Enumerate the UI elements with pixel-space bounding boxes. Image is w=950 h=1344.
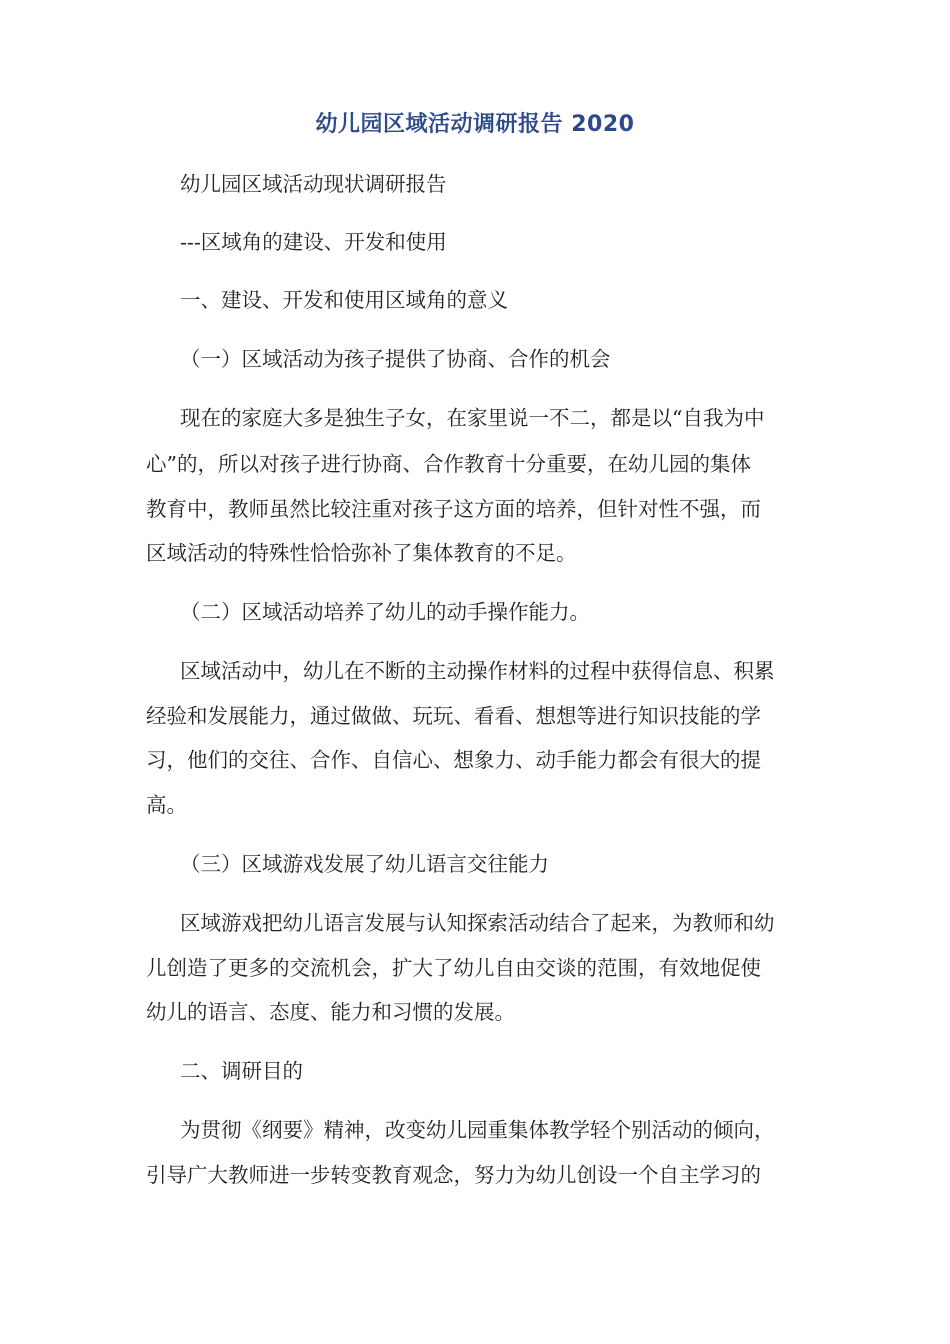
paragraph-line: 现在的家庭大多是独生子女，在家里说一不二，都是以“自我为中 [180, 406, 765, 430]
paragraph-line: 幼儿的语言、态度、能力和习惯的发展。 [146, 1000, 515, 1024]
paragraph-line: 区域活动中，幼儿在不断的主动操作材料的过程中获得信息、积累 [180, 659, 775, 683]
section-heading: 二、调研目的 [180, 1059, 303, 1083]
subsection-heading: （二）区域活动培养了幼儿的动手操作能力。 [180, 600, 590, 624]
subtitle-line: 幼儿园区域活动现状调研报告 [180, 172, 447, 196]
section-heading: 一、建设、开发和使用区域角的意义 [180, 288, 508, 312]
paragraph-line: 儿创造了更多的交流机会，扩大了幼儿自由交谈的范围，有效地促使 [146, 956, 761, 980]
subtitle-line: ---区域角的建设、开发和使用 [180, 230, 447, 254]
subsection-heading: （一）区域活动为孩子提供了协商、合作的机会 [180, 347, 611, 371]
paragraph-line: 为贯彻《纲要》精神，改变幼儿园重集体教学轻个别活动的倾向， [180, 1118, 775, 1142]
paragraph-line: 习，他们的交往、合作、自信心、想象力、动手能力都会有很大的提 [146, 748, 761, 772]
subsection-heading: （三）区域游戏发展了幼儿语言交往能力 [180, 852, 549, 876]
paragraph-line: 高。 [146, 793, 187, 817]
paragraph-line: 引导广大教师进一步转变教育观念，努力为幼儿创设一个自主学习的 [146, 1163, 761, 1187]
paragraph-line: 区域活动的特殊性恰恰弥补了集体教育的不足。 [146, 541, 577, 565]
paragraph-line: 区域游戏把幼儿语言发展与认知探索活动结合了起来，为教师和幼 [180, 911, 775, 935]
paragraph-line: 经验和发展能力，通过做做、玩玩、看看、想想等进行知识技能的学 [146, 704, 761, 728]
paragraph-line: 教育中，教师虽然比较注重对孩子这方面的培养，但针对性不强，而 [146, 497, 761, 521]
document-title: 幼儿园区域活动调研报告 2020 [315, 112, 635, 137]
paragraph-line: 心”的，所以对孩子进行协商、合作教育十分重要，在幼儿园的集体 [146, 452, 751, 476]
